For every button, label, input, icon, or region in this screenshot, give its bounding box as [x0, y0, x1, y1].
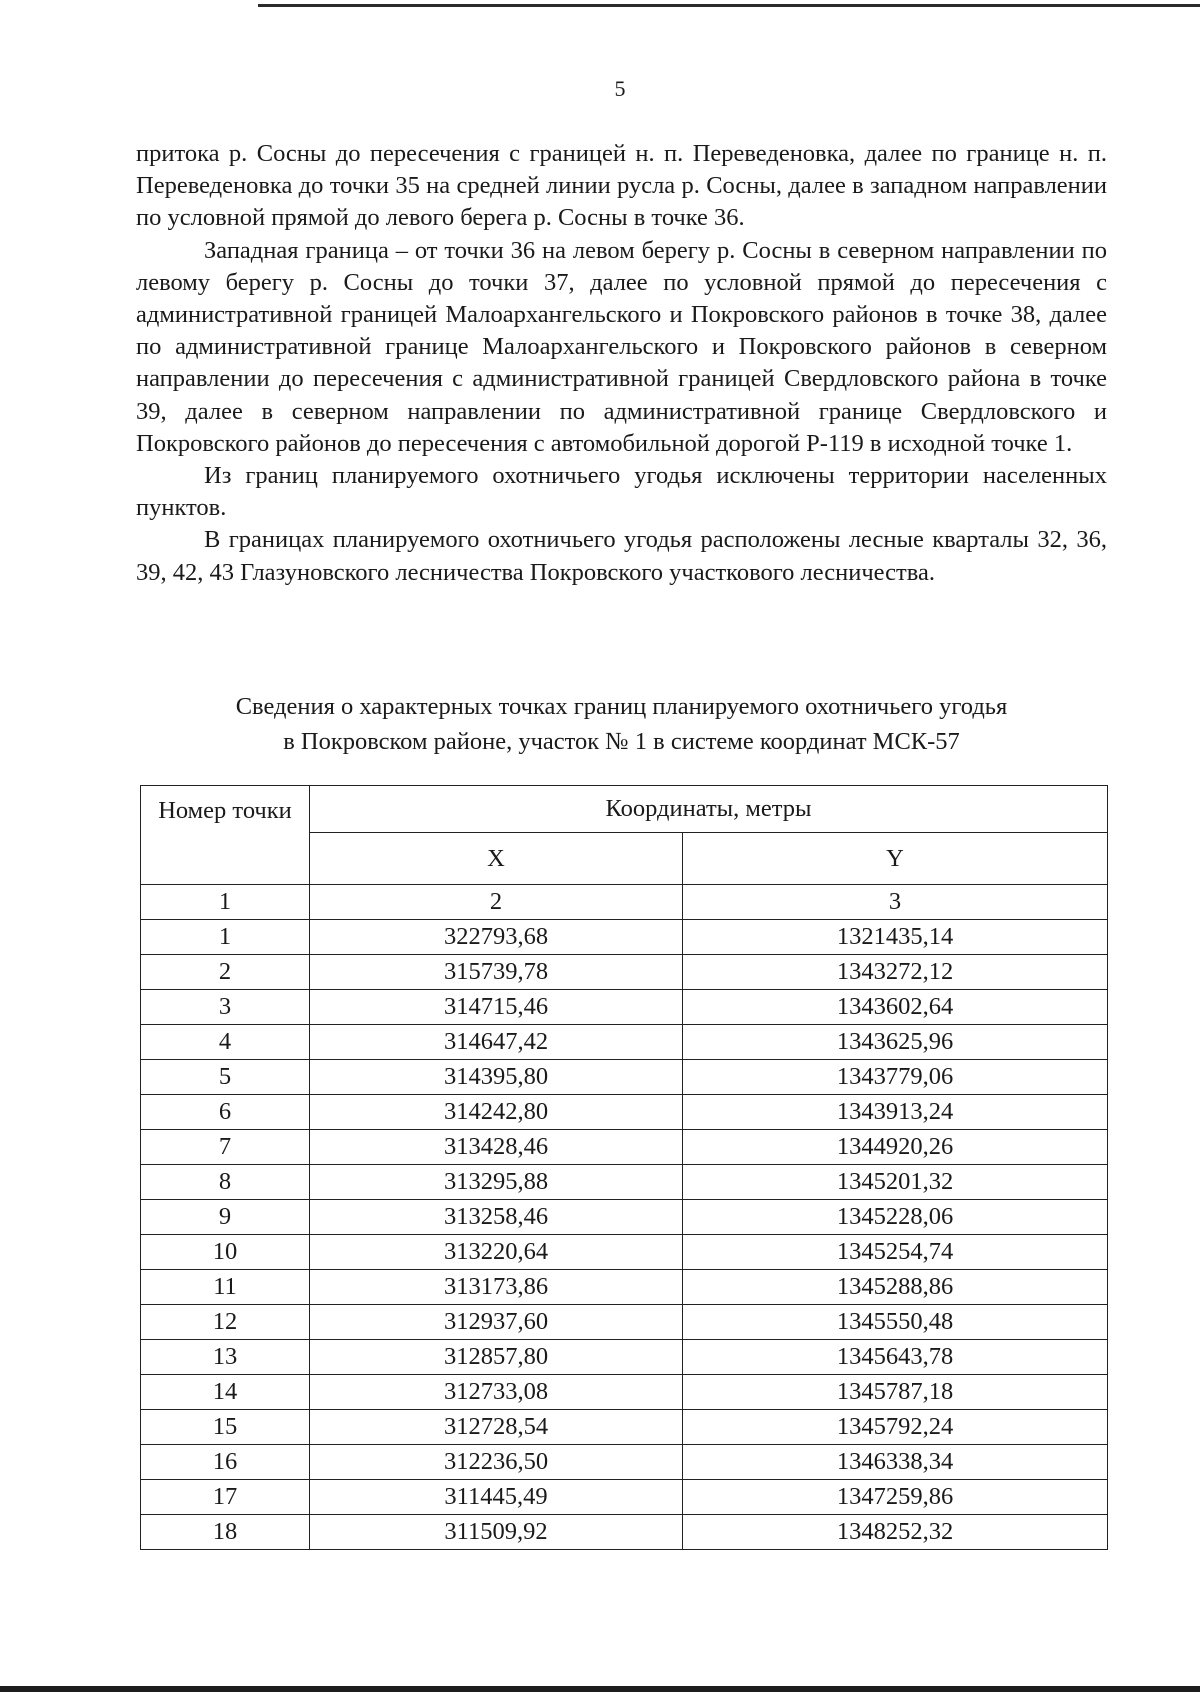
table-row	[141, 920, 1108, 955]
x-coordinate-cell: 314715,46	[310, 990, 683, 1025]
table-row	[141, 1375, 1108, 1410]
x-coordinate-cell: 312857,80	[310, 1340, 683, 1375]
point-number-cell: 12	[141, 1305, 310, 1340]
point-number-cell: 2	[141, 955, 310, 990]
point-number-cell: 13	[141, 1340, 310, 1375]
y-coordinate-cell: 1343913,24	[683, 1095, 1108, 1130]
point-number-cell: 17	[141, 1480, 310, 1515]
table-row	[141, 955, 1108, 990]
x-coordinate-cell: 313428,46	[310, 1130, 683, 1165]
table-row	[141, 1130, 1108, 1165]
y-coordinate-cell: 1343272,12	[683, 955, 1108, 990]
table-body	[141, 920, 1108, 1550]
header-coordinates: Координаты, метры	[310, 786, 1108, 833]
table-row	[141, 1445, 1108, 1480]
y-coordinate-cell: 1343779,06	[683, 1060, 1108, 1095]
y-coordinate-cell: 1345201,32	[683, 1165, 1108, 1200]
y-coordinate-cell: 1344920,26	[683, 1130, 1108, 1165]
table-row	[141, 1270, 1108, 1305]
y-coordinate-cell: 1348252,32	[683, 1515, 1108, 1550]
y-coordinate-cell: 1345550,48	[683, 1305, 1108, 1340]
point-number-cell: 15	[141, 1410, 310, 1445]
point-number-cell: 4	[141, 1025, 310, 1060]
y-coordinate-cell: 1321435,14	[683, 920, 1108, 955]
x-coordinate-cell: 312728,54	[310, 1410, 683, 1445]
table-row	[141, 1095, 1108, 1130]
paragraph-3: Из границ планируемого охотничьего угодья исключены территории населенных пунктов.	[136, 462, 1107, 522]
x-coordinate-cell: 313173,86	[310, 1270, 683, 1305]
y-coordinate-cell: 1345254,74	[683, 1235, 1108, 1270]
table-row	[141, 1340, 1108, 1375]
table-row	[141, 1410, 1108, 1445]
x-coordinate-cell: 313295,88	[310, 1165, 683, 1200]
point-number-cell: 16	[141, 1445, 310, 1480]
column-number-1: 1	[141, 885, 310, 920]
point-number-cell: 14	[141, 1375, 310, 1410]
y-coordinate-cell: 1346338,34	[683, 1445, 1108, 1480]
x-coordinate-cell: 311445,49	[310, 1480, 683, 1515]
header-y: Y	[683, 833, 1108, 885]
x-coordinate-cell: 312236,50	[310, 1445, 683, 1480]
table-row	[141, 1235, 1108, 1270]
table-row	[141, 990, 1108, 1025]
paragraph-4: В границах планируемого охотничьего угодья расположены лесные кварталы 32, 36, 39, 42, 43 Глазуновского лесничества Покровского участкового лесничества.	[136, 526, 1107, 586]
table-title-line-1: Сведения о характерных точках границ планируемого охотничьего угодья	[235, 693, 1008, 720]
y-coordinate-cell: 1343625,96	[683, 1025, 1108, 1060]
point-number-cell: 6	[141, 1095, 310, 1130]
point-number-cell: 9	[141, 1200, 310, 1235]
table-row	[141, 1200, 1108, 1235]
header-point-number: Номер точки	[141, 786, 310, 885]
x-coordinate-cell: 314242,80	[310, 1095, 683, 1130]
column-number-3: 3	[683, 885, 1108, 920]
x-coordinate-cell: 313220,64	[310, 1235, 683, 1270]
point-number-cell: 1	[141, 920, 310, 955]
coordinates-table	[140, 785, 1108, 1550]
x-coordinate-cell: 315739,78	[310, 955, 683, 990]
table-row	[141, 1025, 1108, 1060]
y-coordinate-cell: 1345787,18	[683, 1375, 1108, 1410]
x-coordinate-cell: 314395,80	[310, 1060, 683, 1095]
paragraph-2: Западная граница – от точки 36 на левом берегу р. Сосны в северном направлении по левому берегу р. Сосны до точки 37, далее по условной прямой до пересечения с административной границей Малоархангельского и Покровского районов в точке 38, далее по административной границе Малоархангельского и Покровского районов в северном направлении до пересечения с административной границей Свердловского района в точке 39, далее в северном направлении по административной границе Свердловского и Покровского районов до пересечения с автомобильной дорогой Р-119 в исходной точке 1.	[136, 236, 1107, 457]
table-row	[141, 1060, 1108, 1095]
column-number-2: 2	[310, 885, 683, 920]
document-body	[136, 138, 1107, 589]
point-number-cell: 11	[141, 1270, 310, 1305]
header-x: X	[310, 833, 683, 885]
y-coordinate-cell: 1347259,86	[683, 1480, 1108, 1515]
point-number-cell: 10	[141, 1235, 310, 1270]
paragraph-1: притока р. Сосны до пересечения с границей н. п. Переведеновка, далее по границе н. п. Переведеновка до точки 35 на средней линии русла р. Сосны, далее в западном направлении по условной прямой до левого берега р. Сосны в точке 36.	[136, 140, 1107, 232]
table-title-line-2: в Покровском районе, участок № 1 в системе координат МСК-57	[283, 728, 960, 755]
scan-edge-bottom	[0, 1686, 1200, 1692]
y-coordinate-cell: 1345228,06	[683, 1200, 1108, 1235]
point-number-cell: 3	[141, 990, 310, 1025]
point-number-cell: 5	[141, 1060, 310, 1095]
table-row	[141, 1305, 1108, 1340]
page-number: 5	[614, 76, 626, 101]
table-title	[136, 689, 1107, 759]
scan-edge-top	[258, 4, 1200, 7]
point-number-cell: 7	[141, 1130, 310, 1165]
y-coordinate-cell: 1345792,24	[683, 1410, 1108, 1445]
x-coordinate-cell: 314647,42	[310, 1025, 683, 1060]
x-coordinate-cell: 313258,46	[310, 1200, 683, 1235]
x-coordinate-cell: 312733,08	[310, 1375, 683, 1410]
y-coordinate-cell: 1345288,86	[683, 1270, 1108, 1305]
x-coordinate-cell: 311509,92	[310, 1515, 683, 1550]
x-coordinate-cell: 322793,68	[310, 920, 683, 955]
y-coordinate-cell: 1345643,78	[683, 1340, 1108, 1375]
table-row	[141, 1480, 1108, 1515]
table-row	[141, 1165, 1108, 1200]
y-coordinate-cell: 1343602,64	[683, 990, 1108, 1025]
x-coordinate-cell: 312937,60	[310, 1305, 683, 1340]
point-number-cell: 8	[141, 1165, 310, 1200]
table-row	[141, 1515, 1108, 1550]
point-number-cell: 18	[141, 1515, 310, 1550]
